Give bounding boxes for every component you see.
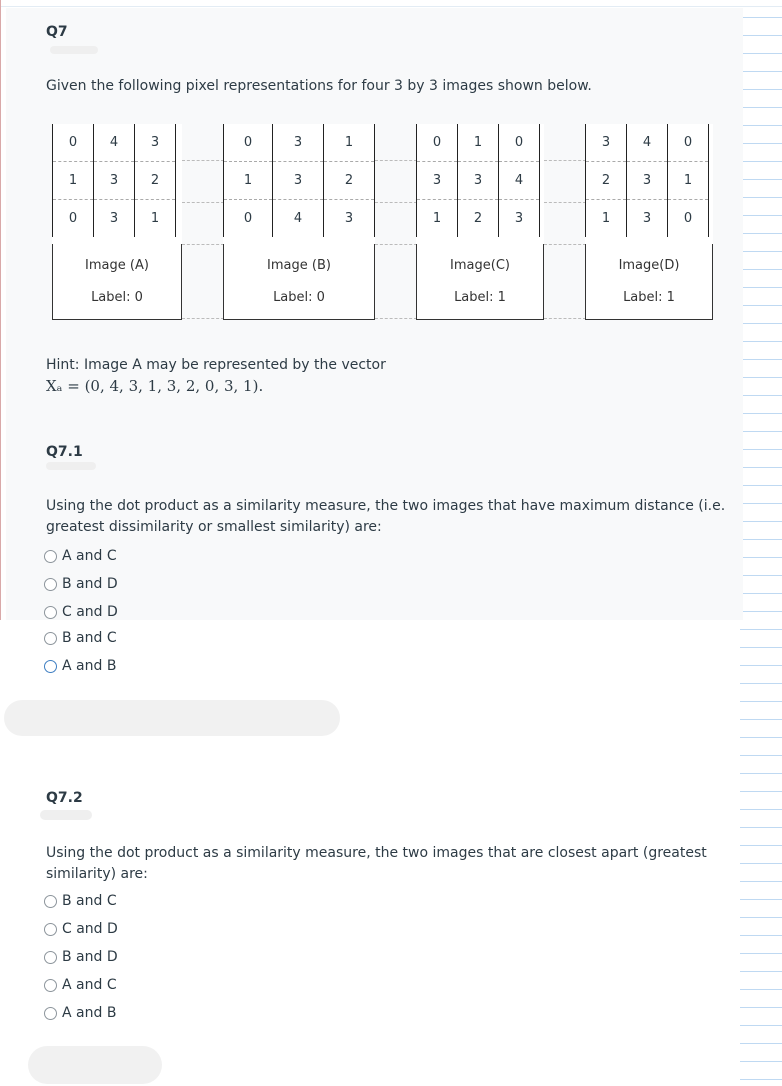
pixel: 3 xyxy=(135,124,176,162)
radio-button-icon[interactable] xyxy=(44,923,57,936)
redaction-smudge xyxy=(4,700,340,736)
option-b-and-d[interactable] xyxy=(44,947,118,967)
pixel: 2 xyxy=(324,162,375,200)
option-b-and-c[interactable] xyxy=(44,628,117,648)
image-name: Image(C) xyxy=(450,258,510,273)
pixel: 3 xyxy=(586,124,627,162)
divider xyxy=(375,318,417,319)
divider xyxy=(375,160,417,161)
option-label: A and C xyxy=(62,977,117,993)
image-name: Image (B) xyxy=(267,258,331,273)
divider xyxy=(182,244,224,245)
option-label: B and D xyxy=(62,949,118,965)
radio-button-icon[interactable] xyxy=(44,632,57,645)
image-a-grid xyxy=(52,124,176,237)
image-label: Label: 1 xyxy=(454,290,506,305)
option-a-and-c[interactable] xyxy=(44,975,117,995)
divider xyxy=(375,202,417,203)
option-label: A and B xyxy=(62,1005,117,1021)
redaction-smudge xyxy=(40,810,92,820)
divider xyxy=(182,160,224,161)
pixel: 3 xyxy=(94,200,135,238)
divider xyxy=(375,244,417,245)
pixel: 2 xyxy=(458,200,499,238)
radio-button-icon[interactable] xyxy=(44,951,57,964)
image-d xyxy=(585,124,713,320)
caption-box xyxy=(416,244,544,320)
image-name: Image (A) xyxy=(85,258,149,273)
pixel: 4 xyxy=(273,200,324,238)
pixel: 2 xyxy=(586,162,627,200)
option-b-and-c[interactable] xyxy=(44,891,117,911)
caption-box xyxy=(52,244,182,320)
image-c xyxy=(416,124,544,320)
option-c-and-d[interactable] xyxy=(44,919,118,939)
top-rule xyxy=(0,6,782,7)
pixel: 0 xyxy=(53,200,94,238)
option-label: A and C xyxy=(62,548,117,564)
image-b-grid xyxy=(223,124,375,237)
caption-box xyxy=(223,244,375,320)
pixel: 3 xyxy=(94,162,135,200)
pixel: 0 xyxy=(499,124,540,162)
option-label: C and D xyxy=(62,921,118,937)
divider xyxy=(182,318,224,319)
pixel: 1 xyxy=(53,162,94,200)
pixel: 0 xyxy=(224,124,273,162)
question-intro: Given the following pixel representations for four 3 by 3 images shown below. xyxy=(46,78,592,94)
caption-box xyxy=(585,244,713,320)
pixel: 0 xyxy=(224,200,273,238)
pixel: 0 xyxy=(417,124,458,162)
pixel: 1 xyxy=(135,200,176,238)
radio-button-icon[interactable] xyxy=(44,1007,57,1020)
pixel: 2 xyxy=(135,162,176,200)
image-label: Label: 0 xyxy=(91,290,143,305)
divider xyxy=(544,244,586,245)
pixel: 3 xyxy=(499,200,540,238)
margin-rule xyxy=(0,0,1,620)
radio-button-icon[interactable] xyxy=(44,660,57,673)
option-a-and-c[interactable] xyxy=(44,546,117,566)
question-title: Q7 xyxy=(46,24,68,40)
radio-button-icon[interactable] xyxy=(44,895,57,908)
image-c-grid xyxy=(416,124,540,237)
pixel: 0 xyxy=(668,124,709,162)
question-text: Using the dot product as a similarity measure, the two images that have maximum distance (i.e. greatest dissimilarity or smallest similarity) are: xyxy=(46,498,726,535)
pixel: 3 xyxy=(627,200,668,238)
pixel: 3 xyxy=(458,162,499,200)
pixel: 1 xyxy=(668,162,709,200)
radio-button-icon[interactable] xyxy=(44,578,57,591)
pixel: 1 xyxy=(417,200,458,238)
pixel: 0 xyxy=(668,200,709,238)
option-label: C and D xyxy=(62,604,118,620)
option-b-and-d[interactable] xyxy=(44,574,118,594)
image-a xyxy=(52,124,182,320)
option-a-and-b[interactable] xyxy=(44,656,116,676)
pixel: 1 xyxy=(458,124,499,162)
image-b xyxy=(223,124,375,320)
question-text: Using the dot product as a similarity measure, the two images that are closest apart (greatest similarity) are: xyxy=(46,845,707,882)
redaction-smudge xyxy=(28,1046,162,1084)
hint-vector: Xₐ = (0, 4, 3, 1, 3, 2, 0, 3, 1). xyxy=(46,377,264,395)
radio-button-icon[interactable] xyxy=(44,979,57,992)
redaction-smudge xyxy=(50,46,98,54)
option-label: A and B xyxy=(62,658,117,674)
option-a-and-b[interactable] xyxy=(44,1003,116,1023)
image-name: Image(D) xyxy=(618,258,680,273)
radio-button-icon[interactable] xyxy=(44,550,57,563)
pixel: 1 xyxy=(586,200,627,238)
pixel: 3 xyxy=(417,162,458,200)
option-c-and-d[interactable] xyxy=(44,602,118,622)
pixel: 4 xyxy=(94,124,135,162)
image-label: Label: 1 xyxy=(623,290,675,305)
pixel: 3 xyxy=(324,200,375,238)
pixel: 4 xyxy=(499,162,540,200)
pixel: 1 xyxy=(324,124,375,162)
divider xyxy=(544,318,586,319)
pixel: 3 xyxy=(273,124,324,162)
divider xyxy=(182,202,224,203)
subquestion-title: Q7.1 xyxy=(46,444,83,460)
divider xyxy=(544,160,586,161)
notebook-lines-decoration xyxy=(740,0,782,1086)
pixel: 4 xyxy=(627,124,668,162)
pixel: 1 xyxy=(224,162,273,200)
option-label: B and C xyxy=(62,893,117,909)
divider xyxy=(544,202,586,203)
image-label: Label: 0 xyxy=(273,290,325,305)
hint-text: Hint: Image A may be represented by the vector xyxy=(46,357,386,373)
redaction-smudge xyxy=(46,462,96,470)
radio-button-icon[interactable] xyxy=(44,606,57,619)
option-label: B and C xyxy=(62,630,117,646)
pixel: 3 xyxy=(627,162,668,200)
subquestion-title: Q7.2 xyxy=(46,790,83,806)
pixel: 3 xyxy=(273,162,324,200)
option-label: B and D xyxy=(62,576,118,592)
image-d-grid xyxy=(585,124,709,237)
pixel: 0 xyxy=(53,124,94,162)
